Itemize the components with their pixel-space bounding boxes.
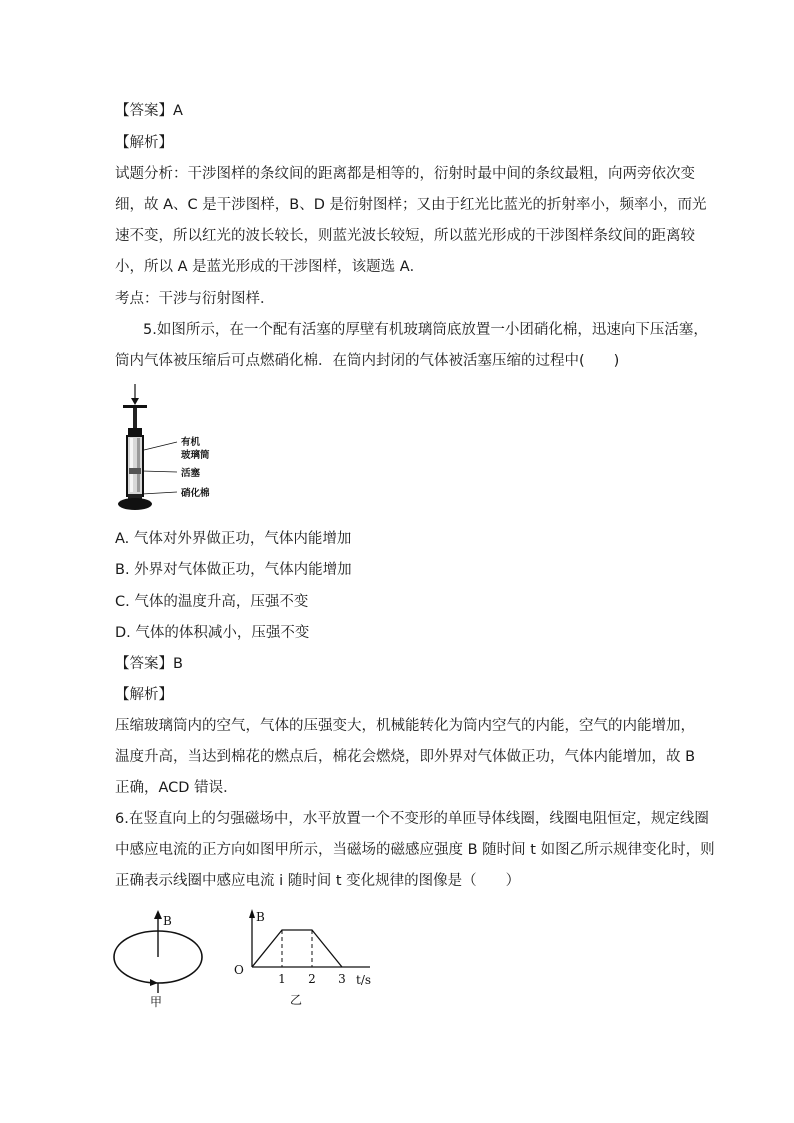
piston-rod (133, 408, 137, 430)
b-field-arrow-icon (154, 910, 162, 919)
label-xiaohuamian: 硝化棉 (181, 488, 210, 499)
q4-analysis-line: 速不变，所以红光的波长较长，则蓝光波长较短，所以蓝光形成的干涉图样条纹间的距离较 (115, 228, 695, 244)
label-youji: 有机 (181, 437, 201, 448)
q4-analysis-line: 细，故 A、C 是干涉图样，B、D 是衍射图样；又由于红光比蓝光的折射率小，频率小，而光 (115, 197, 707, 213)
q6-coil-figure (110, 905, 210, 1010)
q5-option-d: D. 气体的体积减小，压强不变 (115, 625, 310, 641)
y-axis-label: B (256, 910, 265, 924)
q4-analysis-heading: 【解析】 (115, 135, 173, 151)
fig-yi-caption: 乙 (290, 993, 303, 1007)
q5-option-c: C. 气体的温度升高，压强不变 (115, 594, 309, 610)
q5-cylinder-figure (115, 380, 255, 520)
label-huosai: 活塞 (181, 468, 201, 479)
push-arrow-head (131, 398, 139, 405)
q5-option-a: A. 气体对外界做正功，气体内能增加 (115, 531, 352, 547)
q5-analysis-heading: 【解析】 (115, 687, 173, 703)
q5-stem-line: 5.如图所示，在一个配有活塞的厚壁有机玻璃筒底放置一小团硝化棉，迅速向下压活塞， (143, 322, 708, 338)
q5-answer: 【答案】B (115, 656, 183, 672)
cylinder-base (118, 498, 152, 510)
q4-analysis-line: 试题分析：干涉图样的条纹间的距离都是相等的，衍射时最中间的条纹最粗，向两旁依次变 (115, 166, 695, 182)
x-tick-label: 2 (308, 972, 316, 986)
q5-analysis-line: 温度升高，当达到棉花的燃点后，棉花会燃烧，即外界对气体做正功，气体内能增加，故 B (115, 749, 696, 765)
fig-jia-caption: 甲 (150, 995, 163, 1009)
piston (129, 468, 141, 474)
y-axis-arrow-icon (249, 909, 255, 918)
glass-shade (137, 438, 140, 492)
glass-cylinder (127, 436, 143, 496)
label-bolitong: 玻璃筒 (181, 450, 210, 461)
q6-stem-line: 6.在竖直向上的匀强磁场中，水平放置一个不变形的单匝导体线圈，线圈电阻恒定，规定线圈 (115, 811, 709, 827)
b-curve (252, 930, 342, 967)
x-tick-label: 3 (338, 972, 346, 986)
x-axis-unit: t/s (356, 973, 372, 987)
q6-stem-line: 中感应电流的正方向如图甲所示，当磁场的磁感应强度 B 随时间 t 如图乙所示规律变化时，则 (115, 842, 715, 858)
current-direction-arrow-icon (150, 979, 158, 986)
q6-stem-line: 正确表示线圈中感应电流 i 随时间 t 变化规律的图像是（ ） (115, 873, 521, 889)
q5-analysis-line: 正确，ACD 错误． (115, 780, 238, 796)
q4-analysis-line: 小，所以 A 是蓝光形成的干涉图样，该题选 A． (115, 259, 425, 275)
q4-answer: 【答案】A (115, 103, 183, 119)
cylinder-cap (128, 428, 142, 436)
q5-option-b: B. 外界对气体做正功，气体内能增加 (115, 562, 352, 578)
q4-kaodian: 考点：干涉与衍射图样． (115, 291, 275, 307)
origin-label: O (234, 963, 244, 977)
x-tick-label: 1 (278, 972, 286, 986)
q5-stem-line: 筒内气体被压缩后可点燃硝化棉．在筒内封闭的气体被活塞压缩的过程中( ) (115, 353, 620, 369)
q6-bt-graph (230, 905, 380, 1010)
glass-highlight (130, 438, 133, 492)
b-label: B (163, 914, 172, 928)
piston-handle (123, 405, 147, 408)
q5-analysis-line: 压缩玻璃筒内的空气，气体的压强变大，机械能转化为筒内空气的内能，空气的内能增加， (115, 718, 695, 734)
